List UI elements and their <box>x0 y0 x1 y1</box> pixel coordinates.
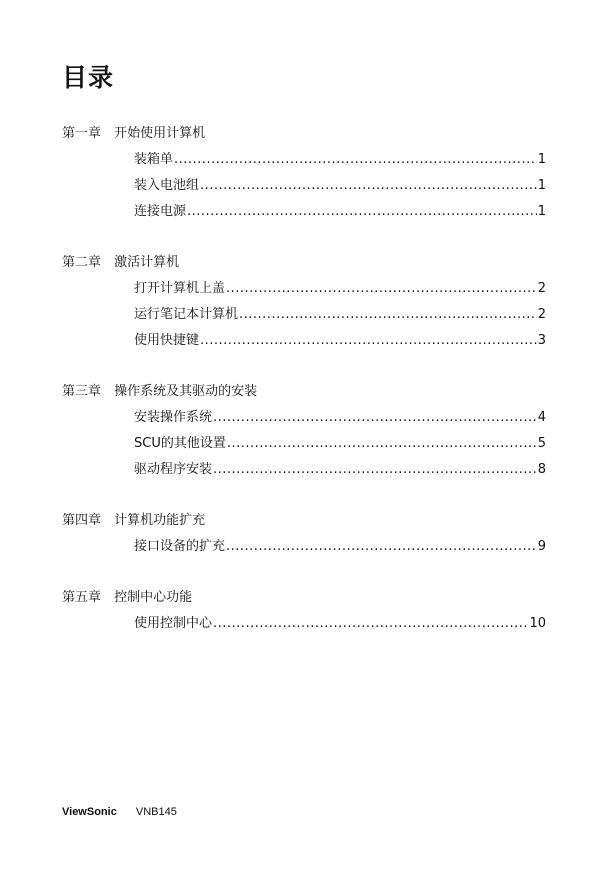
chapter-title: 计算机功能扩充 <box>114 513 206 528</box>
chapter-1 <box>62 124 546 225</box>
toc-entry-open-lid[interactable] <box>134 276 546 302</box>
dot-leader <box>200 173 537 199</box>
toc-entry-page: 4 <box>537 410 546 425</box>
chapter-number: 第二章 <box>62 255 102 270</box>
dot-leader <box>226 534 537 560</box>
chapter-heading[interactable] <box>62 588 546 608</box>
chapter-title: 激活计算机 <box>114 255 180 270</box>
dot-leader <box>227 431 537 457</box>
dot-leader <box>213 457 537 483</box>
toc-entry-title: 装箱单 <box>134 152 174 167</box>
toc-entry-page: 1 <box>537 204 546 219</box>
toc-entry-title: 装入电池组 <box>134 178 200 193</box>
chapter-title: 控制中心功能 <box>114 590 193 605</box>
chapter-heading[interactable] <box>62 382 546 402</box>
dot-leader <box>226 276 537 302</box>
toc-entry-title: SCU的其他设置 <box>134 436 226 451</box>
toc-entry-title: 打开计算机上盖 <box>134 281 226 296</box>
toc-entry-title: 运行笔记本计算机 <box>134 307 239 322</box>
chapter-heading[interactable] <box>62 253 546 273</box>
toc-entry-scu-settings[interactable] <box>134 431 546 457</box>
toc-entry-page: 5 <box>537 436 546 451</box>
dot-leader <box>200 328 537 354</box>
page-title: 目录 <box>62 63 115 92</box>
dot-leader <box>213 405 537 431</box>
model-number: VNB145 <box>135 806 177 818</box>
toc-entry-page: 1 <box>537 152 546 167</box>
chapter-4 <box>62 511 546 560</box>
toc-entry-page: 2 <box>537 281 546 296</box>
toc-entry-title: 使用控制中心 <box>134 616 213 631</box>
dot-leader <box>174 147 537 173</box>
toc-entry-title: 安装操作系统 <box>134 410 213 425</box>
toc-entry-title: 连接电源 <box>134 204 187 219</box>
toc-entry-page: 8 <box>537 462 546 477</box>
chapter-heading[interactable] <box>62 124 546 144</box>
chapter-title: 操作系统及其驱动的安装 <box>114 384 258 399</box>
toc-entry-page: 3 <box>537 333 546 348</box>
dot-leader <box>213 611 528 637</box>
toc-entry-install-os[interactable] <box>134 405 546 431</box>
toc-entry-run-notebook[interactable] <box>134 302 546 328</box>
chapter-number: 第四章 <box>62 513 102 528</box>
footer <box>62 806 177 818</box>
toc-entry-title: 接口设备的扩充 <box>134 539 226 554</box>
toc-entry-drivers[interactable] <box>134 457 546 483</box>
toc-entry-interface-expansion[interactable] <box>134 534 546 560</box>
toc-entry-title: 驱动程序安装 <box>134 462 213 477</box>
chapter-2 <box>62 253 546 354</box>
toc-entry-control-center[interactable] <box>134 611 546 637</box>
brand-name: ViewSonic <box>62 806 117 818</box>
toc-entry-page: 10 <box>529 616 546 631</box>
toc-entry-battery[interactable] <box>134 173 546 199</box>
chapter-title: 开始使用计算机 <box>114 126 206 141</box>
toc-entry-packing-list[interactable] <box>134 147 546 173</box>
toc-entry-page: 9 <box>537 539 546 554</box>
chapter-number: 第一章 <box>62 126 102 141</box>
toc-entry-power[interactable] <box>134 199 546 225</box>
toc-entry-page: 2 <box>537 307 546 322</box>
chapter-5 <box>62 588 546 637</box>
dot-leader <box>187 199 537 225</box>
toc-entry-hotkeys[interactable] <box>134 328 546 354</box>
chapter-number: 第五章 <box>62 590 102 605</box>
chapter-3 <box>62 382 546 483</box>
toc-entry-page: 1 <box>537 178 546 193</box>
chapter-number: 第三章 <box>62 384 102 399</box>
dot-leader <box>239 302 537 328</box>
chapter-heading[interactable] <box>62 511 546 531</box>
toc-entry-title: 使用快捷键 <box>134 333 200 348</box>
